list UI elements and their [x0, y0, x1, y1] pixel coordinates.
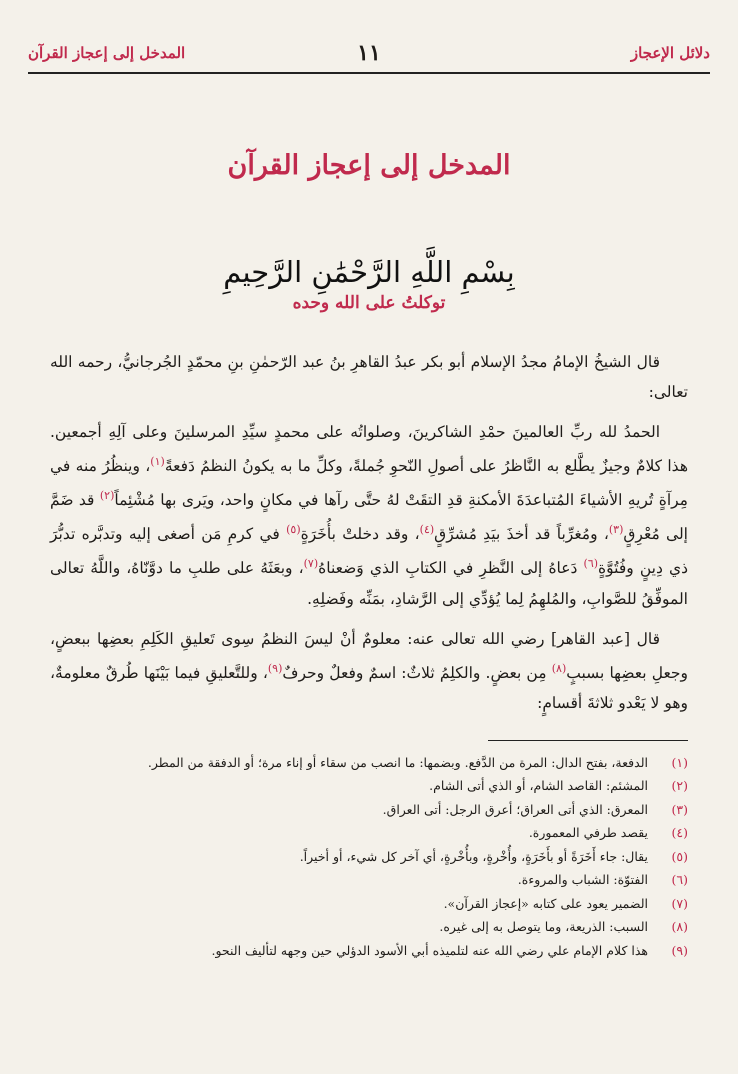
- footnote-4: [50, 821, 688, 845]
- text-run: قال [عبد القاهر] رضي الله تعالى عنه: معلومٌ أنْ ليسَ النظمُ سِوى تَعليقِ الكَلِمِ بعضِها ببعضٍ، وجعلِ بعضِها بسببٍ: [50, 629, 689, 682]
- footnote-ref-4: (٤): [419, 523, 435, 537]
- footnotes: [50, 751, 688, 963]
- text-run: في كرمِ مَن أصغى إليه وتدبَّره تدبُّرَ ذي دِينٍ وفُتُوَّةٍ: [50, 525, 688, 578]
- text-run: ، وبعَثَهُ على طلبِ ما دوَّنّاهُ، واللَّهُ تعالى الموفِّقُ للصَّوابِ، والمُلهِمُ لِما يُؤدِّي إلى الرَّشادِ، بمَنِّه وفَضلِهِ.: [50, 559, 688, 608]
- footnote-ref-8: (٨): [551, 661, 567, 675]
- chapter-title: المدخل إلى إعجاز القرآن: [227, 150, 511, 181]
- footnote-number: (٩): [671, 942, 688, 958]
- footnote-text: السبب: الذريعة، وما يتوصل به إلى غيره.: [439, 919, 648, 935]
- footnote-divider: [488, 740, 688, 741]
- footnote-ref-1: (١): [150, 455, 165, 468]
- paragraph-text: قال الشيخُ الإمامُ مجدُ الإسلام أبو بكر عبدُ القاهرِ بنُ عبد الرّحمٰنِ بنِ محمّدٍ الجُرجانيُّ، رحمه الله تعالى:: [50, 353, 688, 401]
- running-header: [28, 40, 710, 74]
- footnote-5: [50, 845, 688, 869]
- footnote-ref-2: (٢): [99, 489, 115, 503]
- text-run: الحمدُ لله ربِّ العالمينَ حمْدِ الشاكرينَ، وصلواتُه على محمدٍ سيِّدِ المرسلينَ وعلى آلِهِ أجمعين. هذا كلامٌ وجيزٌ يطَّلع به النَّاظرُ على أصولِ النّحوِ جُملةً، وكلِّ ما به يكونُ النظمُ دَفعةً: [50, 423, 688, 476]
- footnote-number: (٤): [671, 825, 688, 841]
- text-run: ، وقد دخلتْ بأُخَرَةٍ: [300, 525, 420, 544]
- footnote-number: (١): [671, 754, 688, 770]
- footnote-number: (٣): [671, 801, 688, 817]
- footnote-9: [50, 939, 688, 963]
- footnote-2: [50, 774, 688, 798]
- footnote-text: الدفعة، بفتح الدال: المرة من الدَّفع. وبضمها: ما انصب من سقاء أو إناء مرة؛ أو الدفقة من المطر.: [147, 754, 648, 770]
- footnote-6: [50, 868, 688, 892]
- footnote-text: المعرق: الذي أتى العراق؛ أعرق الرجل: أتى العراق.: [382, 801, 648, 817]
- footnote-text: يقال: جاء أَخَرَةً أو بأَخَرَةٍ، وأُخْرةٍ، وبأُخْرةٍ، أي آخر كل شيء، أو أخيراً.: [299, 848, 648, 864]
- text-run: قد ضَمَّ إلى مُعْرِقٍ: [50, 491, 688, 544]
- footnote-number: (٧): [671, 895, 688, 911]
- footnote-ref-7: (٧): [303, 557, 319, 571]
- footnote-number: (٢): [671, 778, 688, 794]
- footnote-ref-3: (٣): [608, 523, 624, 537]
- footnote-7: [50, 892, 688, 916]
- text-run: دَعاهُ إلى النَّظرِ في الكتابِ الذي وَضعناهُ: [318, 559, 584, 578]
- footnote-text: الفتوّة: الشباب والمروءة.: [517, 872, 648, 888]
- footnote-text: المشئم: القاصد الشام، أو الذي أتى الشام.: [429, 778, 648, 794]
- paragraph-2: [50, 417, 688, 614]
- header-rule: [28, 72, 710, 74]
- footnote-ref-5: (٥): [286, 523, 301, 537]
- paragraph-3: [50, 624, 688, 718]
- footnote-text: يقصد طرفي المعمورة.: [528, 825, 648, 841]
- header-book-title: دلائل الإعجاز: [630, 44, 710, 62]
- header-section-title: المدخل إلى إعجاز القرآن: [28, 44, 186, 62]
- footnote-number: (٥): [671, 848, 688, 864]
- text-run: ، ومُغرِّباً قد أخذَ بيَدِ مُشرِّقٍ: [434, 525, 609, 544]
- footnote-text: الضمير يعود على كتابه «إعجاز القرآن».: [443, 895, 648, 911]
- footnote-1: [50, 751, 688, 775]
- paragraph-1: [50, 347, 688, 407]
- footnote-number: (٦): [671, 872, 688, 888]
- page-content: [50, 88, 688, 962]
- footnote-3: [50, 798, 688, 822]
- text-run: ، وينظُرُ منه في مِرآةٍ تُريهِ الأشياءَ المُتباعدَةَ الأمكنةِ قدِ التقَتْ لهُ حتَّى رآها في مكانٍ واحد، ويَرى بها مُشْئِماً: [50, 457, 688, 510]
- footnote-8: [50, 915, 688, 939]
- text-run: مِن بعضٍ. والكلِمُ ثلاثٌ: اسمٌ وفعلٌ وحرفٌ: [282, 663, 552, 682]
- footnote-ref-9: (٩): [267, 661, 283, 675]
- text-run: ، وللتَّعليقِ فيما بَيْنَها طُرقٌ معلومةٌ، وهو لا يَعْدو ثلاثةَ أقسامٍ:: [50, 663, 688, 712]
- footnote-ref-6: (٦): [583, 557, 599, 571]
- page-number: ١١: [357, 40, 381, 66]
- tawakkul-line: توكلتُ على الله وحده: [292, 293, 446, 313]
- basmala: بِسْمِ اللَّهِ الرَّحْمَٰنِ الرَّحِيمِ: [223, 255, 515, 289]
- footnote-text: هذا كلام الإمام علي رضي الله عنه لتلميذه أبي الأسود الدؤلي حين وجهه لتأليف النحو.: [211, 942, 648, 958]
- footnote-number: (٨): [671, 919, 688, 935]
